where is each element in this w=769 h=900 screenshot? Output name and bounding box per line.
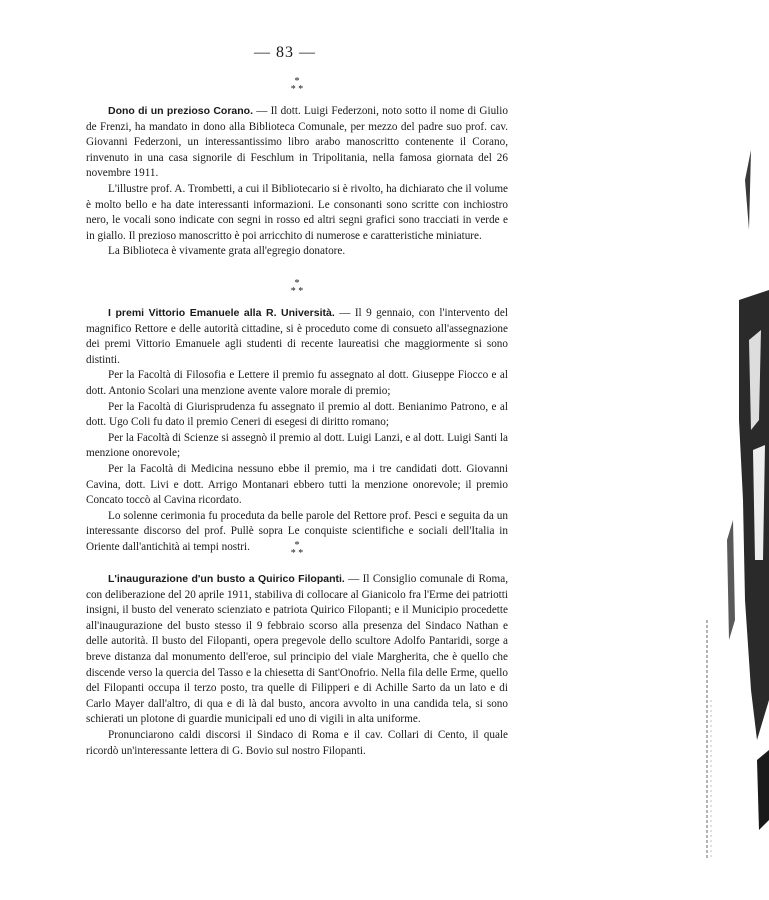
article-paragraph: Lo solenne cerimonia fu proceduta da belle parole del Rettore prof. Pesci e seguita da un interessante discorso del prof. Pullè sopra Le conquiste scientifiche e sociali dell'Italia in Oriente dall'antichità ai tempi nostri. xyxy=(86,509,508,553)
asterism-bottom: * * xyxy=(290,548,304,559)
asterism-divider xyxy=(0,542,594,558)
asterism-bottom: * * xyxy=(290,286,304,297)
asterism-bottom: * * xyxy=(290,84,304,95)
article-premi xyxy=(86,306,508,556)
asterism-top: * xyxy=(294,278,300,289)
article-filopanti xyxy=(86,572,508,759)
article-paragraph: Dono di un prezioso Corano. — Il dott. Luigi Federzoni, noto sotto il nome di Giulio de Frenzi, ha mandato in dono alla Biblioteca Comunale, per mezzo del padre suo prof. cav. Giovanni Federzoni, un interessantissimo libro arabo manoscritto contenente il Corano, rinvenuto in una casa signorile di Feschlum in Tripolitania, nella famosa giornata del 26 novembre 1911. xyxy=(86,105,508,180)
article-paragraph: I premi Vittorio Emanuele alla R. Università. — Il 9 gennaio, con l'intervento del magnifico Rettore e delle autorità cittadine, si è proceduto come di consueto all'assegnazione dei premi Vittorio Emanuele agli studenti di recente laureatisi che maggiormente si sono distinti. xyxy=(86,307,508,366)
page-number: — 83 — xyxy=(254,44,316,61)
article-paragraph: La Biblioteca è vivamente grata all'egregio donatore. xyxy=(108,245,346,258)
article-paragraph: Pronunciarono caldi discorsi il Sindaco di Roma e il cav. Collari di Cento, il quale ricordò un'interessante lettera di G. Bovio sul nostro Filopanti. xyxy=(86,728,508,757)
scan-edge-artifact xyxy=(699,0,769,900)
asterism-divider xyxy=(0,78,594,94)
article-paragraph: Per la Facoltà di Scienze si assegnò il premio al dott. Luigi Lanzi, e al dott. Luigi Santi la menzione onorevole; xyxy=(86,431,508,460)
article-title: I premi Vittorio Emanuele alla R. Università. xyxy=(108,307,335,319)
article-paragraph: L'illustre prof. A. Trombetti, a cui il Bibliotecario si è rivolto, ha dichiarato che il volume è molto bello e ha date interessanti informazioni. Le consonanti sono scritte con inchiostro nero, le vocali sono indicate con segni in rosso ed altri segni grafici sono tracciati in verde e in giallo. Il prezioso manoscritto è poi arricchito di numerose e caratteristiche miniature. xyxy=(86,182,508,242)
article-paragraph: Per la Facoltà di Filosofia e Lettere il premio fu assegnato al dott. Giuseppe Fiocco e al dott. Antonio Scolari una menzione avente valore morale di premio; xyxy=(86,369,508,397)
article-title: Dono di un prezioso Corano. xyxy=(108,105,254,117)
article-paragraph: Per la Facoltà di Giurisprudenza fu assegnato il premio al dott. Benianimo Patrono, e al dott. Ugo Coli fu dato il premio Ceneri di esegesi di diritto romano; xyxy=(86,400,508,429)
asterism-top: * xyxy=(294,540,300,551)
article-paragraph: L'inaugurazione d'un busto a Quirico Filopanti. — Il Consiglio comunale di Roma, con deliberazione del 20 aprile 1911, stabiliva di collocare al Gianicolo fra l'Erme dei patriotti insigni, il busto del venerato scienziato e patriota Quirico Filopanti; e il Municipio procedette all'inaugurazione del busto stesso il 9 febbraio scorso alla presenza del Sindaco Nathan e delle autorità. Il busto del Filopanti, opera pregevole dello scultore Adolfo Pantaridi, sorge a breve distanza dal monumento dell'eroe, sul principio del viale Margherita, che è quello che discende verso la quercia del Tasso e la chiesetta di Sant'Onofrio. Nella fila delle Erme, quello del Filopanti occupa il terzo posto, tra quelle di Filipperi e di Achille Sarto da un lato e di Carlo Mayer dall'altro, di qua e di là dal busto, ancora avvolto in una candida tela, si sono schierati un plotone di guardie municipali ed uno di vigili in alta uniforme. xyxy=(86,573,508,726)
article-title: L'inaugurazione d'un busto a Quirico Filopanti. xyxy=(108,573,345,585)
article-corano xyxy=(86,104,508,260)
asterism-divider xyxy=(0,280,594,296)
article-paragraph: Per la Facoltà di Medicina nessuno ebbe il premio, ma i tre candidati dott. Giovanni Cavina, dott. Livi e dott. Arrigo Montanari ebbero tutti la menzione onorevole; il premio Concato toccò al Cavina ricordato. xyxy=(86,462,508,507)
asterism-top: * xyxy=(294,76,300,87)
